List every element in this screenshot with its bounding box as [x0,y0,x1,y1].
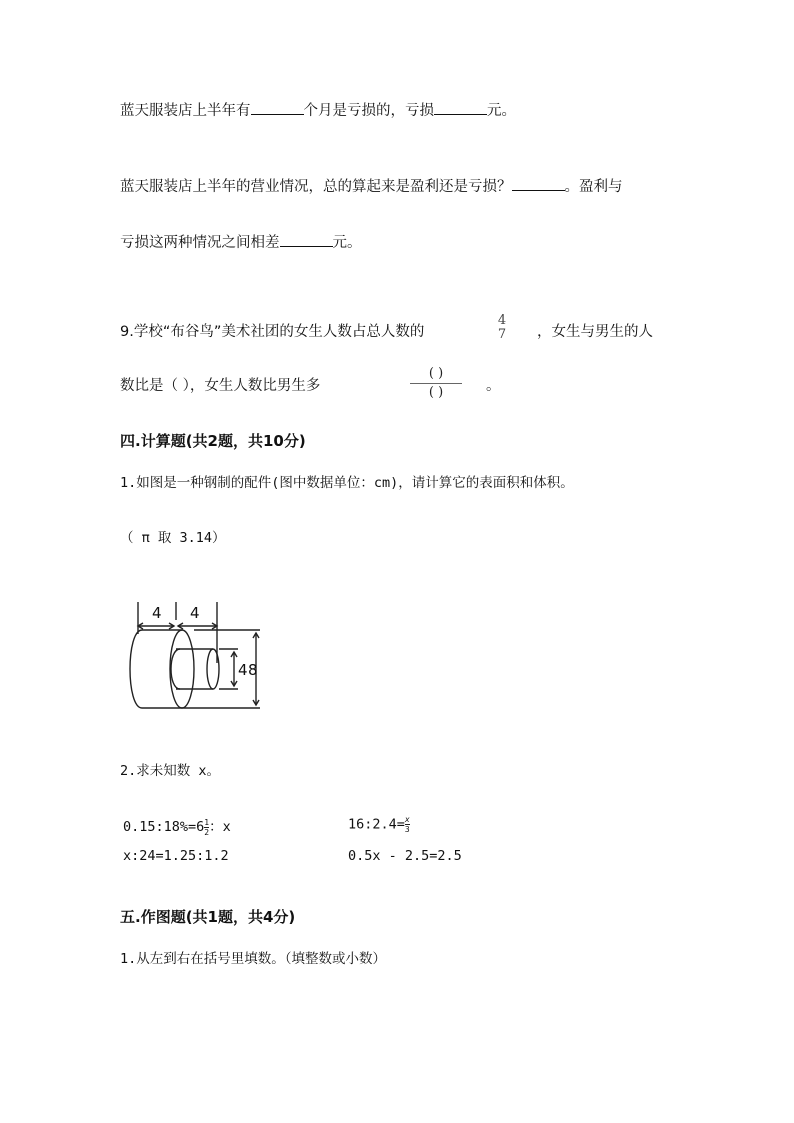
question-9-line2: 数比是（ ），女生人数比男生多 [120,378,321,394]
drawing-question-1: 1.从左到右在括号里填数。（填整数或小数） [120,951,387,967]
calc-question-1: 1.如图是一种钢制的配件(图中数据单位：cm)，请计算它的表面积和体积。 [120,475,574,491]
dimension-label: 4 [152,604,162,622]
calc-question-1-note: （ π 取 3.14） [120,530,226,546]
steel-part-figure [118,598,268,718]
answer-blank[interactable] [280,245,333,247]
equation-4: 0.5x - 2.5=2.5 [348,848,462,864]
question-profit-or-loss-line2: 亏损这两种情况之间相差 元。 [120,235,362,251]
answer-blank[interactable] [512,189,565,191]
dimension-label: 4 [190,604,200,622]
question-9: 9.学校“布谷鸟”美术社团的女生人数占总人数的 [120,324,425,340]
section-heading-calculation: 四.计算题(共2题，共10分) [120,432,306,450]
dimension-label: 4 [238,661,248,679]
question-profit-or-loss: 蓝天服装店上半年的营业情况，总的算起来是盈利还是亏损？ 。盈利与 [120,179,623,195]
question-9-tail: ，女生与男生的人 [537,324,653,340]
dimension-label: 8 [248,661,258,679]
question-loss-months: 蓝天服装店上半年有 个月是亏损的，亏损 元。 [120,103,516,119]
question-9-end: 。 [486,378,501,394]
equation-1: 0.15:18%=6 $\frac{1}{2}$ ：x [123,817,231,837]
fraction-x-over-3: $\frac{x}{3}$ [404,815,410,834]
answer-blank[interactable] [251,113,304,115]
answer-blank[interactable] [434,113,487,115]
calc-question-2: 2.求未知数 x。 [120,763,221,779]
section-heading-drawing: 五.作图题(共1题，共4分) [120,908,296,926]
equation-3: x:24=1.25:1.2 [123,848,229,864]
equation-2: 16:2.4= $\frac{x}{3}$ [348,815,410,834]
fraction-blank[interactable]: ( ) ( ) [410,367,462,400]
fraction-four-sevenths: 4 7 [497,313,507,342]
mixed-fraction: $\frac{1}{2}$ [204,817,210,837]
